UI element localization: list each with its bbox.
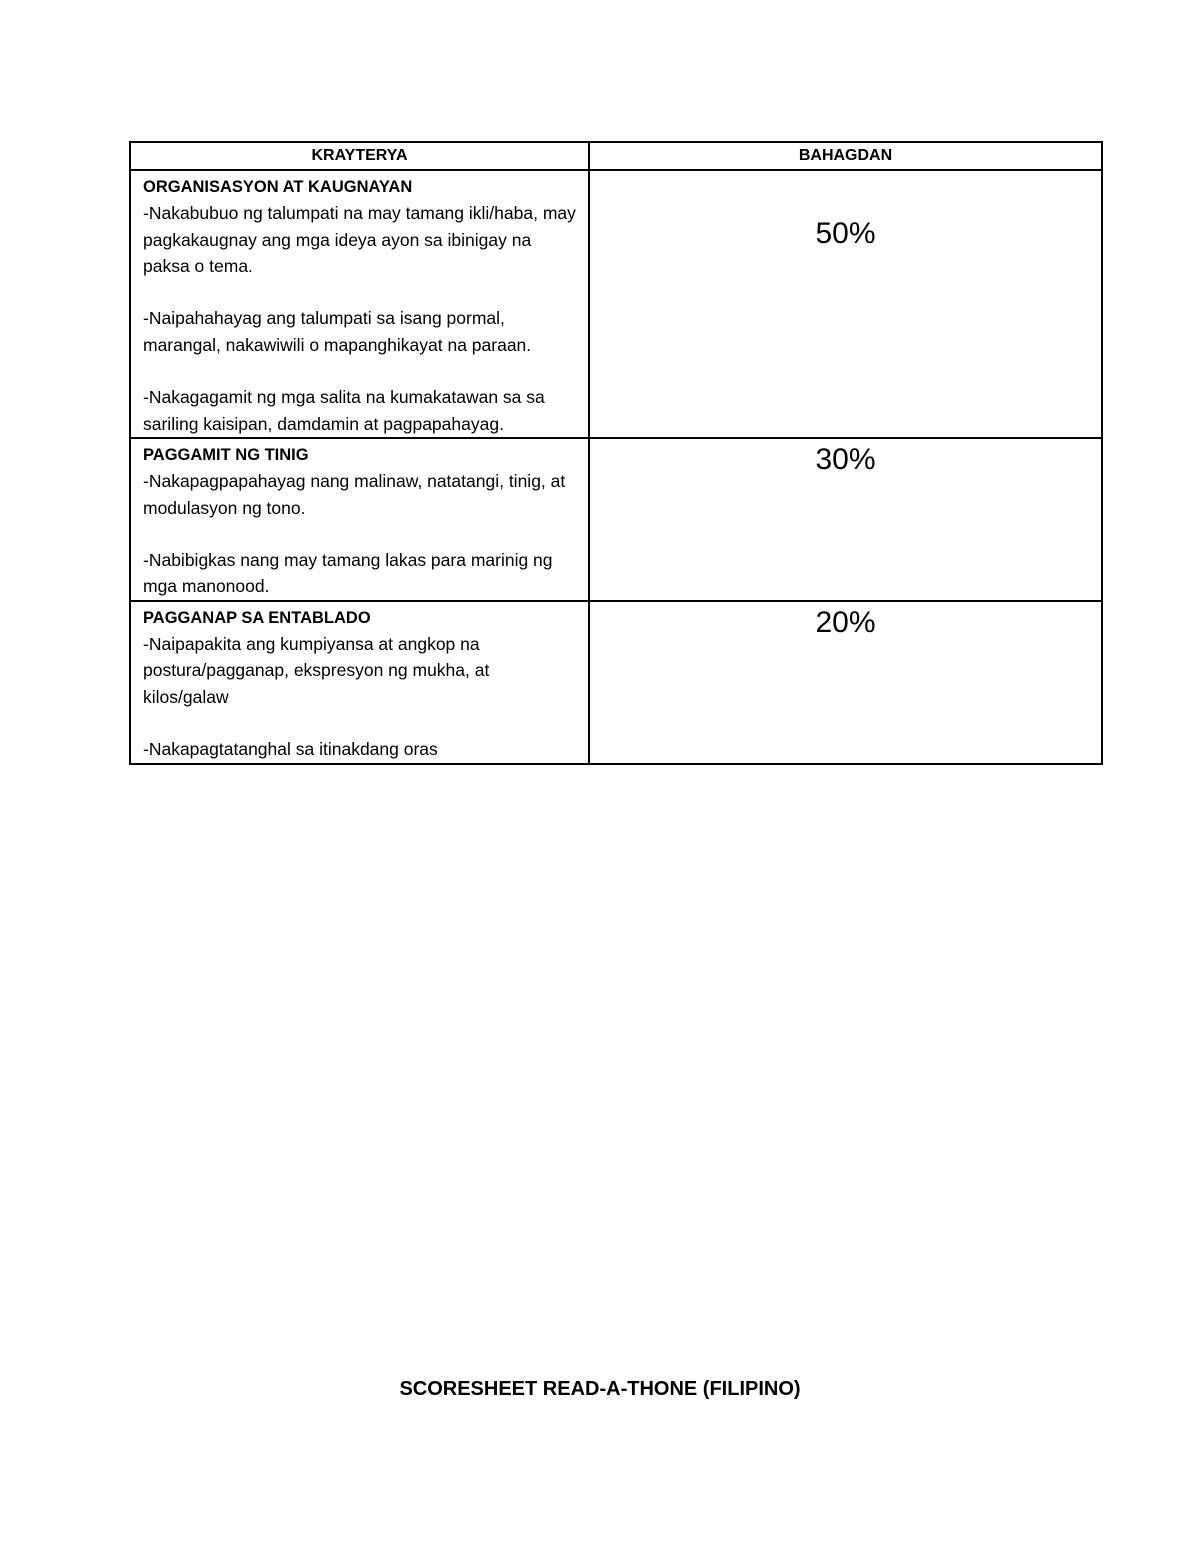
criteria-item: -Naipahahayag ang talumpati sa isang pormal, marangal, nakawiwili o mapanghikayat na paraan.: [143, 308, 532, 355]
criteria-title: ORGANISASYON AT KAUGNAYAN: [143, 178, 413, 196]
criteria-cell: [130, 438, 589, 601]
criteria-table: [129, 141, 1103, 765]
table-row: [130, 601, 1102, 764]
percentage-cell: 30%: [589, 438, 1102, 601]
criteria-item: -Nakabubuo ng talumpati na may tamang ikli/haba, may pagkakaugnay ang mga ideya ayon sa ibinigay na paksa o tema.: [143, 203, 576, 276]
criteria-item: -Nakagagamit ng mga salita na kumakatawan sa sa sariling kaisipan, damdamin at pagpapahayag.: [143, 387, 545, 434]
table-header-row: [130, 142, 1102, 170]
criteria-title: PAGGANAP SA ENTABLADO: [143, 608, 371, 627]
table-row: [130, 438, 1102, 601]
table-row: [130, 170, 1102, 438]
document-title: SCORESHEET READ-A-THONE (FILIPINO): [399, 1378, 801, 1400]
criteria-item: -Nabibigkas nang may tamang lakas para marinig ng mga manonood.: [143, 550, 553, 597]
percentage-cell: 20%: [589, 601, 1102, 764]
percentage-cell: 50%: [589, 170, 1102, 438]
criteria-item: -Naipapakita ang kumpiyansa at angkop na postura/pagganap, ekspresyon ng mukha, at kilos/galaw: [143, 634, 490, 707]
criteria-item: -Nakapagpapahayag nang malinaw, natatangi, tinig, at modulasyon ng tono.: [143, 471, 566, 518]
header-percentage: BAHAGDAN: [589, 142, 1102, 170]
header-criteria: KRAYTERYA: [130, 142, 589, 170]
criteria-cell: [130, 601, 589, 764]
criteria-cell: [130, 170, 589, 438]
criteria-title: PAGGAMIT NG TINIG: [143, 445, 309, 464]
criteria-item: -Nakapagtatanghal sa itinakdang oras: [143, 739, 438, 760]
